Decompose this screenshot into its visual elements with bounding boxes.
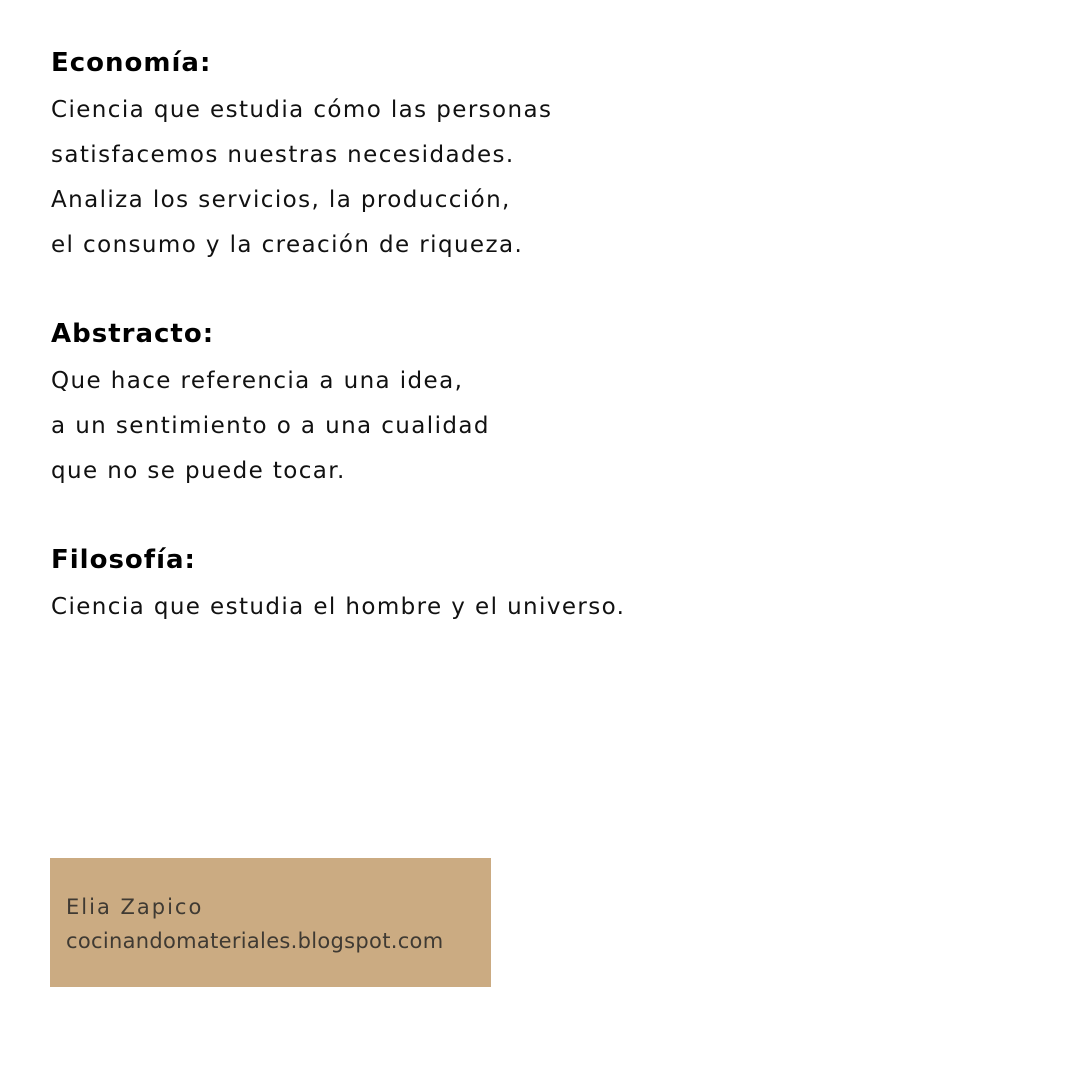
definition-filosofia [51,540,1011,630]
definition-abstracto [51,314,1011,494]
definition-line: Ciencia que estudia el hombre y el universo. [51,594,626,620]
credit-box [50,858,491,987]
definition-line: a un sentimiento o a una cualidad [51,413,490,439]
definition-line: satisfacemos nuestras necesidades. [51,142,515,168]
credit-url: cocinandomateriales.blogspot.com [66,929,444,953]
definition-economia [51,43,1011,268]
definition-line: Analiza los servicios, la producción, [51,187,511,213]
definition-line: Que hace referencia a una idea, [51,368,464,394]
term-heading: Abstracto: [51,319,215,349]
definition-line: que no se puede tocar. [51,458,346,484]
definition-line: el consumo y la creación de riqueza. [51,232,524,258]
term-heading: Economía: [51,48,212,78]
definition-line: Ciencia que estudia cómo las personas [51,97,553,123]
term-heading: Filosofía: [51,545,196,575]
credit-author: Elia Zapico [66,895,204,919]
definitions-list [51,43,1011,676]
